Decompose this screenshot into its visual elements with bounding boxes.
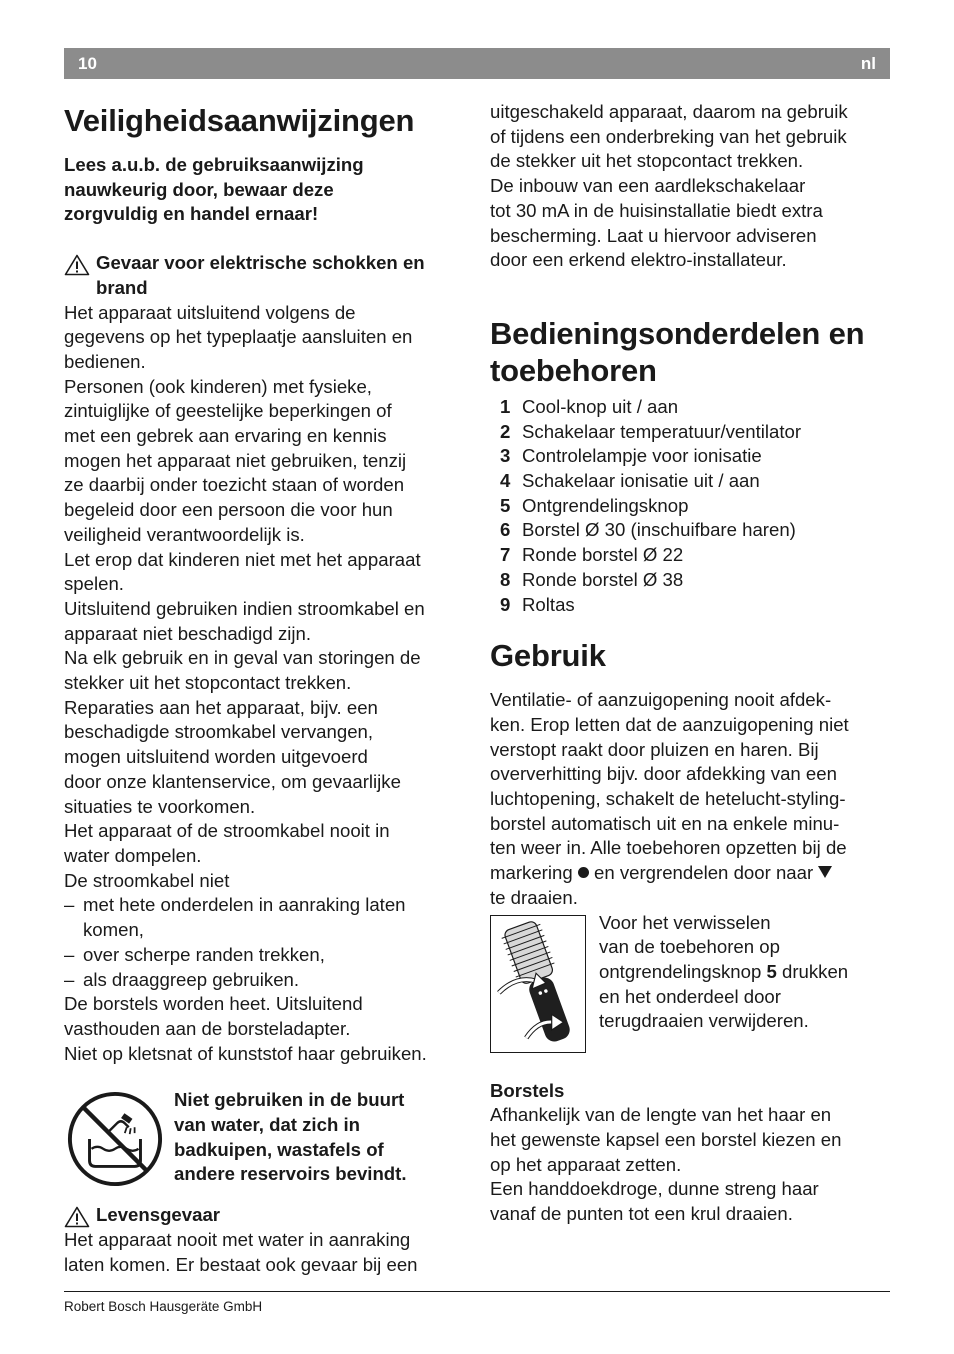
body-line: het gewenste kapsel een borstel kiezen en [490,1128,842,1150]
body-line: met een gebrek aan ervaring en kennis [64,425,387,447]
dash-item-line: met hete onderdelen in aanraking laten [83,894,406,916]
body-line: gegevens op het typeplaatje aansluiten en [64,326,413,348]
part-label: Cool-knop uit / aan [522,395,679,417]
body-line: de stekker uit het stopcontact trekken. [490,150,804,172]
part-number: 3 [500,445,511,467]
body-line: mogen uitsluitend worden uitgevoerd [64,746,368,768]
body-line: De borstels worden heet. Uitsluitend [64,993,363,1015]
body-line: zintuiglijke of geestelijke beperkingen of [64,400,392,422]
body-line: door een erkend elektro-installateur. [490,249,787,271]
intro-line: nauwkeurig door, bewaar deze [64,178,334,200]
body-line: Het apparaat of de stroomkabel nooit in [64,820,390,842]
body-line: terugdraaien verwijderen. [599,1010,809,1032]
controls-title [490,315,890,389]
body-line: Het apparaat uitsluitend volgens de [64,301,356,323]
body-line: stekker uit het stopcontact trekken. [64,672,352,694]
controls-title-line: toebehoren [490,352,657,388]
list-item [490,469,890,494]
list-item [490,518,890,543]
warning-triangle-icon [64,254,90,276]
intro-line: Lees a.u.b. de gebruiksaanwijzing [64,154,364,175]
body-line: Een handdoekdroge, dunne streng haar [490,1178,819,1200]
body-line: mogen het apparaat niet gebruiken, tenzij [64,449,407,471]
page-number: 10 [78,54,97,73]
cable-dash-list [64,893,466,992]
water-warning-line: van water, dat zich in [174,1114,360,1136]
body-line: oververhitting bijv. door afdekking van een [490,763,837,785]
body-line: Na elk gebruik en in geval van storingen de [64,647,421,669]
brushes-section [490,1079,890,1227]
part-number: 9 [500,593,511,615]
list-item [490,494,890,519]
body-line: De stroomkabel niet [64,869,230,891]
release-block [490,911,890,1057]
dash-marker: – [64,894,75,916]
language-code: nl [860,54,876,73]
part-reference: 5 [766,960,777,982]
part-label: Controlelampje voor ionisatie [522,445,762,467]
dash-list-item [64,968,466,993]
no-water-icon [66,1090,164,1188]
warning-triangle-icon [64,1206,90,1228]
body-line: luchtopening, schakelt de hetelucht-styling- [490,788,846,810]
warning-heading-line: Levensgevaar [96,1204,221,1226]
warning-heading-line: Gevaar voor elektrische schokken en [96,252,425,274]
part-number: 6 [500,519,511,541]
part-number: 7 [500,544,511,566]
body-line: begeleid door een persoon die voor hun [64,499,393,521]
part-label: Borstel Ø 30 (inschuifbare haren) [522,519,796,541]
body-line: Afhankelijk van de lengte van het haar en [490,1104,832,1126]
water-warning-block [64,1088,466,1198]
body-line: Personen (ook kinderen) met fysieke, [64,375,372,397]
body-line: vanaf de punten tot een krul draaien. [490,1203,793,1225]
part-number: 5 [500,494,511,516]
brushes-heading: Borstels [490,1079,565,1101]
list-item [490,444,890,469]
body-line: Reparaties aan het apparaat, bijv. een [64,696,378,718]
body-line: tot 30 mA in de huisinstallatie biedt extra [490,199,823,221]
body-line: ten weer in. Alle toebehoren opzetten bij de [490,837,847,859]
part-label: Ontgrendelingsknop [522,494,689,516]
life-danger-text [64,1228,466,1277]
part-number: 2 [500,420,511,442]
warning-heading-line: brand [96,276,148,298]
marking-text: markering [490,862,578,884]
safety-body [64,301,466,894]
release-text [599,911,890,1035]
body-line: situaties te voorkomen. [64,795,256,817]
body-line: en het onderdeel door [599,985,781,1007]
body-line: door onze klantenservice, om gevaarlijke [64,770,401,792]
body-line: vasthouden aan de borsteladapter. [64,1017,351,1039]
electric-shock-warning-heading [64,251,466,300]
footer-divider [64,1291,890,1292]
part-label: Ronde borstel Ø 22 [522,544,684,566]
brush-release-illustration [490,915,586,1053]
safety-intro [64,153,466,227]
body-line: Niet op kletsnat of kunststof haar gebruiken. [64,1042,427,1064]
body-line: Voor het verwisselen [599,911,771,933]
water-warning-line: badkuipen, wastafels of [174,1138,384,1160]
body-text: drukken [776,960,849,982]
body-line: op het apparaat zetten. [490,1153,682,1175]
marking-line [490,861,890,886]
body-line: borstel automatisch uit en na enkele minu- [490,812,840,834]
marking-text: en vergrendelen door naar [588,862,819,884]
body-line: laten komen. Er bestaat ook gevaar bij een [64,1253,418,1275]
dot-marker-icon [578,867,589,878]
body-line: ze daarbij onder toezicht staan of worden [64,474,405,496]
list-item [490,543,890,568]
dash-item-line: over scherpe randen trekken, [83,943,325,965]
body-line: of tijdens een onderbreking van het gebruik [490,125,847,147]
controls-title-line: Bedieningsonderdelen en [490,315,865,351]
part-number: 4 [500,470,511,492]
part-label: Ronde borstel Ø 38 [522,568,684,590]
body-line: uitgeschakeld apparaat, daarom na gebruik [490,101,848,122]
part-number: 8 [500,568,511,590]
body-line: bescherming. Laat u hiervoor adviseren [490,224,817,246]
part-number: 1 [500,395,511,417]
water-warning-text [174,1088,466,1187]
body-text: ontgrendelingsknop [599,960,767,982]
dash-marker: – [64,943,75,965]
body-line: te draaien. [490,886,578,908]
list-item [490,395,890,420]
body-line: bedienen. [64,350,146,372]
body-line: Ventilatie- of aanzuigopening nooit afdek- [490,689,832,711]
intro-line: zorgvuldig en handel ernaar! [64,203,319,225]
body-line: Het apparaat nooit met water in aanraking [64,1229,411,1251]
list-item [490,420,890,445]
footer-company: Robert Bosch Hausgeräte GmbH [64,1299,263,1314]
body-line: ken. Erop letten dat de aanzuigopening niet [490,713,849,735]
right-column [490,100,890,1227]
list-item [490,593,890,618]
safety-title: Veiligheidsaanwijzingen [64,103,415,138]
body-line: spelen. [64,573,124,595]
release-button-line [599,960,890,985]
body-line: van de toebehoren op [599,936,780,958]
part-label: Schakelaar ionisatie uit / aan [522,470,760,492]
use-text [490,688,890,910]
part-label: Roltas [522,593,575,615]
body-line: apparaat niet beschadigd zijn. [64,622,312,644]
page-header-bar [64,48,890,79]
part-label: Schakelaar temperatuur/ventilator [522,420,802,442]
body-line: beschadigde stroomkabel vervangen, [64,721,374,743]
use-title: Gebruik [490,638,606,674]
parts-list [490,395,890,617]
dash-item-line: komen, [83,919,144,941]
triangle-down-icon [818,866,832,878]
body-line: verstopt raakt door pluizen en haren. Bij [490,738,819,760]
continuation-text [490,100,890,273]
body-line: De inbouw van een aardlekschakelaar [490,175,806,197]
body-line: veiligheid verantwoordelijk is. [64,523,305,545]
brush-heat-notes [64,992,466,1066]
body-line: Uitsluitend gebruiken indien stroomkabel en [64,597,425,619]
dash-list-item [64,943,466,968]
body-line: water dompelen. [64,844,202,866]
life-danger-heading [64,1203,466,1228]
list-item [490,568,890,593]
dash-marker: – [64,968,75,990]
dash-list-item [64,893,466,942]
body-line: Let erop dat kinderen niet met het apparaat [64,548,421,570]
water-warning-line: andere reservoirs bevindt. [174,1163,407,1185]
dash-item-line: als draaggreep gebruiken. [83,968,300,990]
water-warning-line: Niet gebruiken in de buurt [174,1089,405,1111]
left-column [64,100,466,1277]
